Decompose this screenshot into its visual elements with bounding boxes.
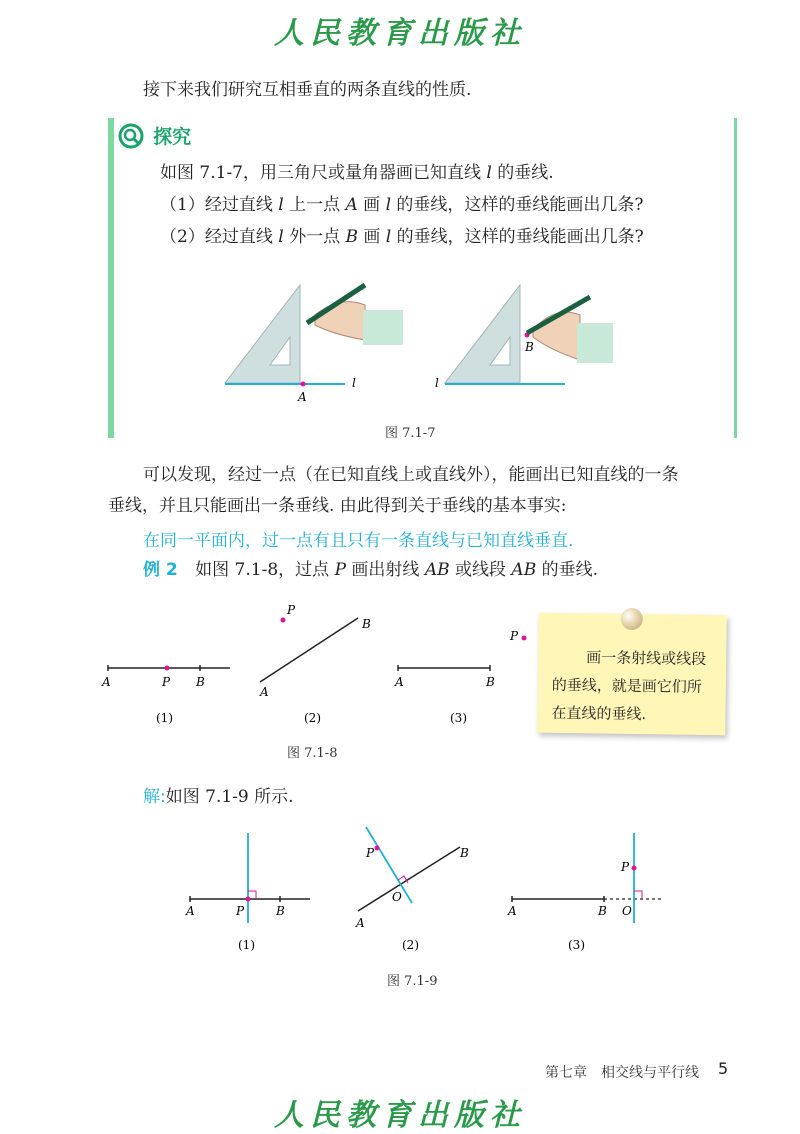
figure-7-1-9 [180, 825, 680, 965]
fig9-sub1-point-P [246, 897, 251, 902]
figure-7-1-8-caption: 图 7.1-8 [287, 746, 338, 761]
tip-note [537, 613, 727, 736]
fig8-sub3-label-P: P [510, 629, 519, 643]
fig9-sub3-label-P: P [621, 860, 630, 874]
figure-7-1-7-caption: 图 7.1-7 [385, 426, 436, 441]
sleeve-left [363, 310, 403, 345]
example-label: 例 2 [143, 560, 178, 580]
point-A [301, 382, 306, 387]
sleeve-right [577, 323, 613, 363]
page-number: 5 [718, 1059, 729, 1078]
fig9-sub2-label-O: O [392, 890, 402, 904]
label-A: A [298, 390, 307, 404]
fig9-sub2-label-A: A [356, 916, 365, 930]
fig8-sub3-caption: (3) [450, 711, 467, 725]
label-B: B [525, 340, 534, 354]
hand-left [315, 302, 365, 340]
fig9-sub3-point-P [632, 866, 637, 871]
pushpin-icon [621, 608, 643, 630]
fig9-sub3-label-B: B [598, 904, 607, 918]
footer-chapter: 第七章 相交线与平行线 [545, 1065, 699, 1081]
label-l-right: l [435, 376, 439, 390]
fig9-sub2-caption: (2) [402, 938, 419, 952]
fig9-sub2-label-P: P [366, 846, 375, 860]
fig8-sub2-caption: (2) [304, 711, 321, 725]
discovery-line-1: 可以发现，经过一点（在已知直线上或直线外），能画出已知直线的一条 [143, 465, 679, 485]
fig8-sub1-point-P [165, 666, 170, 671]
setsquare-left [225, 285, 300, 383]
fig8-sub1-caption: (1) [156, 711, 173, 725]
explore-icon [118, 123, 144, 149]
label-l-left: l [352, 376, 356, 390]
fig8-sub1-label-A: A [102, 675, 111, 689]
fig9-sub3-caption: (3) [568, 938, 585, 952]
fig8-sub3-point-P [522, 636, 527, 641]
basic-fact: 在同一平面内，过一点有且只有一条直线与已知直线垂直. [143, 531, 574, 551]
fig9-sub3-label-O: O [622, 904, 632, 918]
fig8-sub2-point-P [281, 618, 286, 623]
fig9-sub1-label-B: B [276, 904, 285, 918]
explore-heading [118, 122, 191, 149]
explore-title: 探究 [153, 126, 192, 148]
hand-right [533, 312, 580, 360]
solution-label: 解: [143, 787, 166, 807]
fig9-sub1-label-P: P [236, 904, 245, 918]
fig8-sub1-label-P: P [162, 675, 171, 689]
fig8-sub3-label-B: B [486, 675, 495, 689]
note-text: 画一条射线或线段 的垂线，就是画它们所 在直线的垂线. [551, 648, 707, 724]
fig9-sub3-label-A: A [508, 904, 517, 918]
publisher-footer: 人民教育出版社 [274, 1098, 526, 1133]
fig8-sub2-ray [260, 618, 358, 682]
explore-question-1: （1）经过直线 l 上一点 A 画 l 的垂线，这样的垂线能画出几条? [160, 195, 644, 215]
fig9-sub1-caption: (1) [238, 938, 255, 952]
fig9-sub2-point-P [375, 846, 380, 851]
fig9-sub3-right-angle [634, 891, 642, 899]
discovery-line-2: 垂线，并且只能画出一条垂线. 由此得到关于垂线的基本事实: [108, 496, 567, 516]
intro-text: 接下来我们研究互相垂直的两条直线的性质. [143, 80, 472, 100]
figure-7-1-7 [215, 275, 615, 405]
fig9-sub1-label-A: A [186, 904, 195, 918]
setsquare-right [445, 285, 520, 383]
figure-7-1-8 [100, 600, 540, 730]
fig8-sub2-label-B: B [362, 617, 371, 631]
fig8-sub3-label-A: A [395, 675, 404, 689]
fig8-sub2-label-A: A [260, 685, 269, 699]
explore-question-2: （2）经过直线 l 外一点 B 画 l 的垂线，这样的垂线能画出几条? [160, 227, 644, 247]
fig8-sub2-label-P: P [287, 603, 296, 617]
figure-7-1-9-caption: 图 7.1-9 [387, 974, 438, 989]
example-2: 例 2 如图 7.1-8，过点 P 画出射线 AB 或线段 AB 的垂线. [143, 560, 599, 580]
explore-line-1: 如图 7.1-7，用三角尺或量角器画已知直线 l 的垂线. [160, 163, 554, 183]
solution: 解:如图 7.1-9 所示. [143, 787, 294, 807]
fig8-sub1-label-B: B [196, 675, 205, 689]
fig9-sub2-label-B: B [460, 846, 469, 860]
publisher-header: 人民教育出版社 [274, 16, 526, 51]
